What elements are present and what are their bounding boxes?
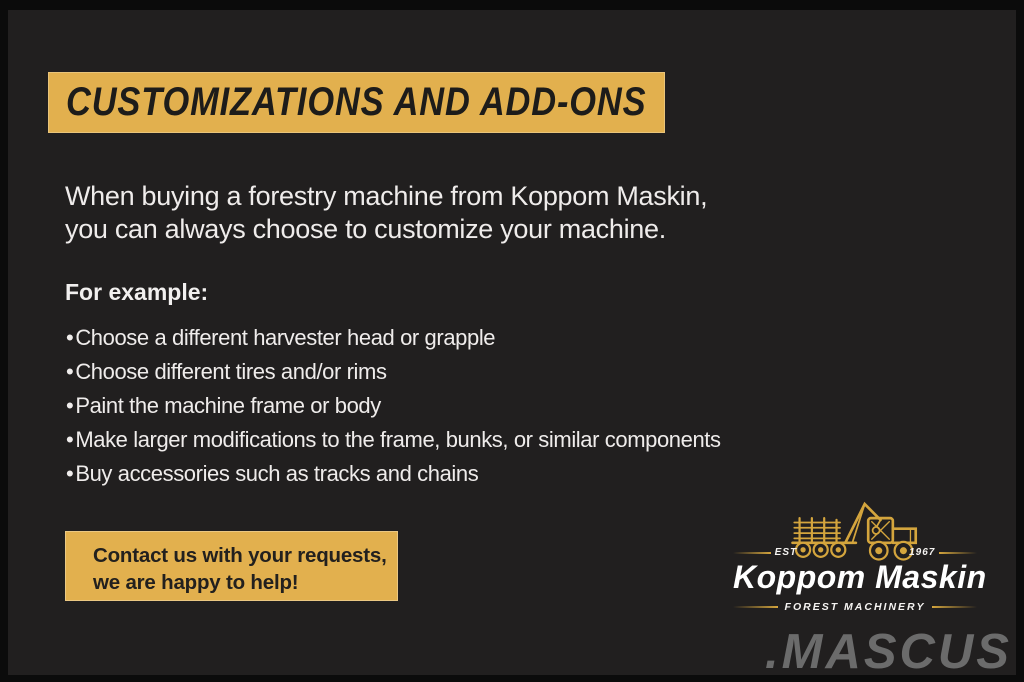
list-item (66, 423, 721, 457)
bullet-glyph: • (66, 325, 74, 350)
logo-est-year: 1967 (909, 547, 936, 558)
bullet-glyph: • (66, 393, 74, 418)
list-item (66, 457, 721, 491)
list-item-text: Choose a different harvester head or grapple (75, 325, 496, 350)
list-item-text: Paint the machine frame or body (75, 393, 381, 418)
logo-wordmark: Koppom Maskin (733, 559, 987, 595)
gold-line-left (733, 552, 771, 554)
examples-heading: For example: (65, 279, 209, 305)
contact-line-1: Contact us with your requests, (93, 544, 387, 567)
examples-list (66, 321, 721, 491)
bullet-glyph: • (66, 359, 74, 384)
list-item (66, 355, 721, 389)
poster-stage (8, 10, 1016, 675)
logo-tagline: FOREST MACHINERY (784, 601, 926, 613)
list-item (66, 321, 721, 355)
list-item-text: Make larger modifications to the frame, bunks, or similar components (75, 427, 721, 452)
contact-callout (65, 531, 398, 601)
list-item-text: Buy accessories such as tracks and chains (75, 461, 479, 486)
page-title: CUSTOMIZATIONS AND ADD-ONS (66, 80, 647, 124)
logo-tagline-row (733, 601, 977, 613)
gold-line-right (932, 606, 977, 608)
koppom-maskin-logo (733, 497, 987, 615)
bullet-glyph: • (66, 461, 74, 486)
logo-est-label: EST (774, 547, 798, 558)
bullet-glyph: • (66, 427, 74, 452)
mascus-watermark: .MASCUS (765, 625, 1012, 679)
contact-line-2: we are happy to help! (93, 571, 299, 594)
list-item-text: Choose different tires and/or rims (75, 359, 387, 384)
list-item (66, 389, 721, 423)
intro-text (65, 180, 707, 246)
intro-line-2: you can always choose to customize your machine. (65, 214, 666, 244)
title-banner (48, 72, 665, 133)
gold-line-right (939, 552, 977, 554)
gold-line-left (733, 606, 778, 608)
logo-established-row (733, 547, 977, 558)
intro-line-1: When buying a forestry machine from Koppom Maskin, (65, 181, 708, 211)
